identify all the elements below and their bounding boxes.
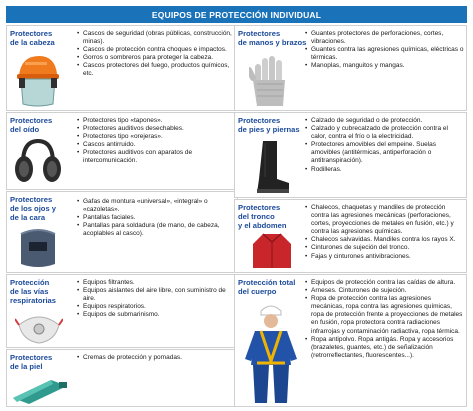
category-items (305, 204, 465, 261)
category-title: Protectores de pies y piernas (238, 116, 300, 134)
category-items (77, 198, 233, 238)
category-trunk-abdomen (234, 199, 467, 273)
welding-face-shield-icon (15, 226, 61, 270)
list-item: • Cremas de protección y pomadas. (77, 354, 233, 362)
list-item: • Rodilleras. (305, 166, 465, 174)
list-item: • Arneses. Cinturones de sujeción. (305, 287, 465, 295)
category-title: Protectores de manos y brazos (238, 29, 307, 47)
list-item: • Protectores tipo «orejeras». (77, 133, 233, 141)
category-title: Protectores del tronco y el abdomen (238, 203, 287, 230)
epi-table (6, 6, 467, 407)
list-item: • Equipos aislantes del aire libre, con suministro de aire. (77, 287, 233, 303)
category-head (6, 25, 238, 111)
category-items (305, 30, 465, 70)
list-item: • Calzado de seguridad o de protección. (305, 117, 465, 125)
category-hands-arms (234, 25, 467, 111)
table-title: EQUIPOS DE PROTECCIÓN INDIVIDUAL (6, 6, 467, 23)
list-item: • Protectores amovibles del empeine. Suelas amovibles (antitérmicas, antiperforación o antitranspiración). (305, 141, 465, 165)
category-title: Protectores del oído (10, 116, 53, 134)
list-item: • Cascos de protección contra choques e impactos. (77, 46, 233, 54)
list-item: • Manoplas, manguitos y mangas. (305, 62, 465, 70)
category-items (305, 279, 465, 360)
protective-glove-icon (249, 54, 291, 108)
list-item: • Gorros o sombreros para proteger la cabeza. (77, 54, 233, 62)
category-title: Protectores de la cabeza (10, 29, 55, 47)
category-ear (6, 112, 238, 190)
list-item: • Equipos de submarinismo. (77, 311, 233, 319)
list-item: • Equipos filtrantes. (77, 279, 233, 287)
list-item: • Cascos de seguridad (obras públicas, construcción, minas). (77, 30, 233, 46)
list-item: • Cascos antirruido. (77, 141, 233, 149)
list-item: • Guantes protectores de perforaciones, cortes, vibraciones. (305, 30, 465, 46)
list-item: • Equipos de protección contra las caídas de altura. (305, 279, 465, 287)
list-item: • Chalecos, chaquetas y mandiles de protección contra las agresiones mecánicas (perforaciones, cortes, proyecciones de metales en fusión, etc.) y contra las agresiones químicas. (305, 204, 465, 236)
list-item: • Gafas de montura «universal», «integral» o «cazoletas». (77, 198, 233, 214)
category-items (77, 117, 233, 166)
list-item: • Fajas y cinturones antivibraciones. (305, 253, 465, 261)
category-title: Protección total del cuerpo (238, 278, 296, 296)
list-item: • Guantes contra las agresiones químicas, eléctricas o térmicas. (305, 46, 465, 62)
category-items (77, 279, 233, 319)
list-item: • Protectores auditivos desechables. (77, 125, 233, 133)
category-items (77, 354, 233, 362)
category-full-body (234, 274, 467, 407)
list-item: • Pantallas faciales. (77, 214, 233, 222)
list-item: • Ropa antipolvo. Ropa antigás. Ropa y accesorios (brazaletes, guantes, etc.) de señalización (retrorreflectantes, fluorescentes...). (305, 336, 465, 360)
category-feet-legs (234, 112, 467, 198)
protective-jacket-icon (251, 232, 293, 272)
worker-full-harness-icon (241, 301, 301, 405)
category-title: Protectores de la piel (10, 353, 53, 371)
list-item: • Ropa de protección contra las agresiones mecánicas, ropa contra las agresiones químicas, ropa de protección frente a proyecciones de metales en fusión, ropa protectora contra radiaciones infrarrojas y contaminación radiactiva, ropa térmica. (305, 295, 465, 335)
category-respiratory (6, 274, 238, 348)
list-item: • Equipos respiratorios. (77, 303, 233, 311)
safety-helmet-with-visor-icon (11, 52, 63, 108)
list-item: • Calzado y cubrecalzado de protección contra el calor, contra el frío o la electricidad. (305, 125, 465, 141)
category-items (305, 117, 465, 174)
ear-muffs-icon (13, 137, 63, 187)
category-title: Protección de las vías respiratorias (10, 278, 57, 305)
category-skin (6, 349, 238, 407)
list-item: • Cascos protectores del fuego, productos químicos, etc. (77, 62, 233, 78)
list-item: • Chalecos salvavidas. Mandiles contra los rayos X. (305, 236, 465, 244)
category-eyes-face (6, 191, 238, 273)
safety-boot-icon (255, 139, 291, 195)
skin-cream-icon (11, 376, 69, 404)
list-item: • Cinturones de sujeción del tronco. (305, 244, 465, 252)
respirator-mask-icon (15, 309, 63, 345)
list-item: • Protectores auditivos con aparatos de intercomunicación. (77, 149, 233, 165)
list-item: • Protectores tipo «tapones». (77, 117, 233, 125)
category-title: Protectores de los ojos y de la cara (10, 195, 56, 222)
list-item: • Pantallas para soldadura (de mano, de cabeza, acoplables al casco). (77, 222, 233, 238)
category-items (77, 30, 233, 79)
